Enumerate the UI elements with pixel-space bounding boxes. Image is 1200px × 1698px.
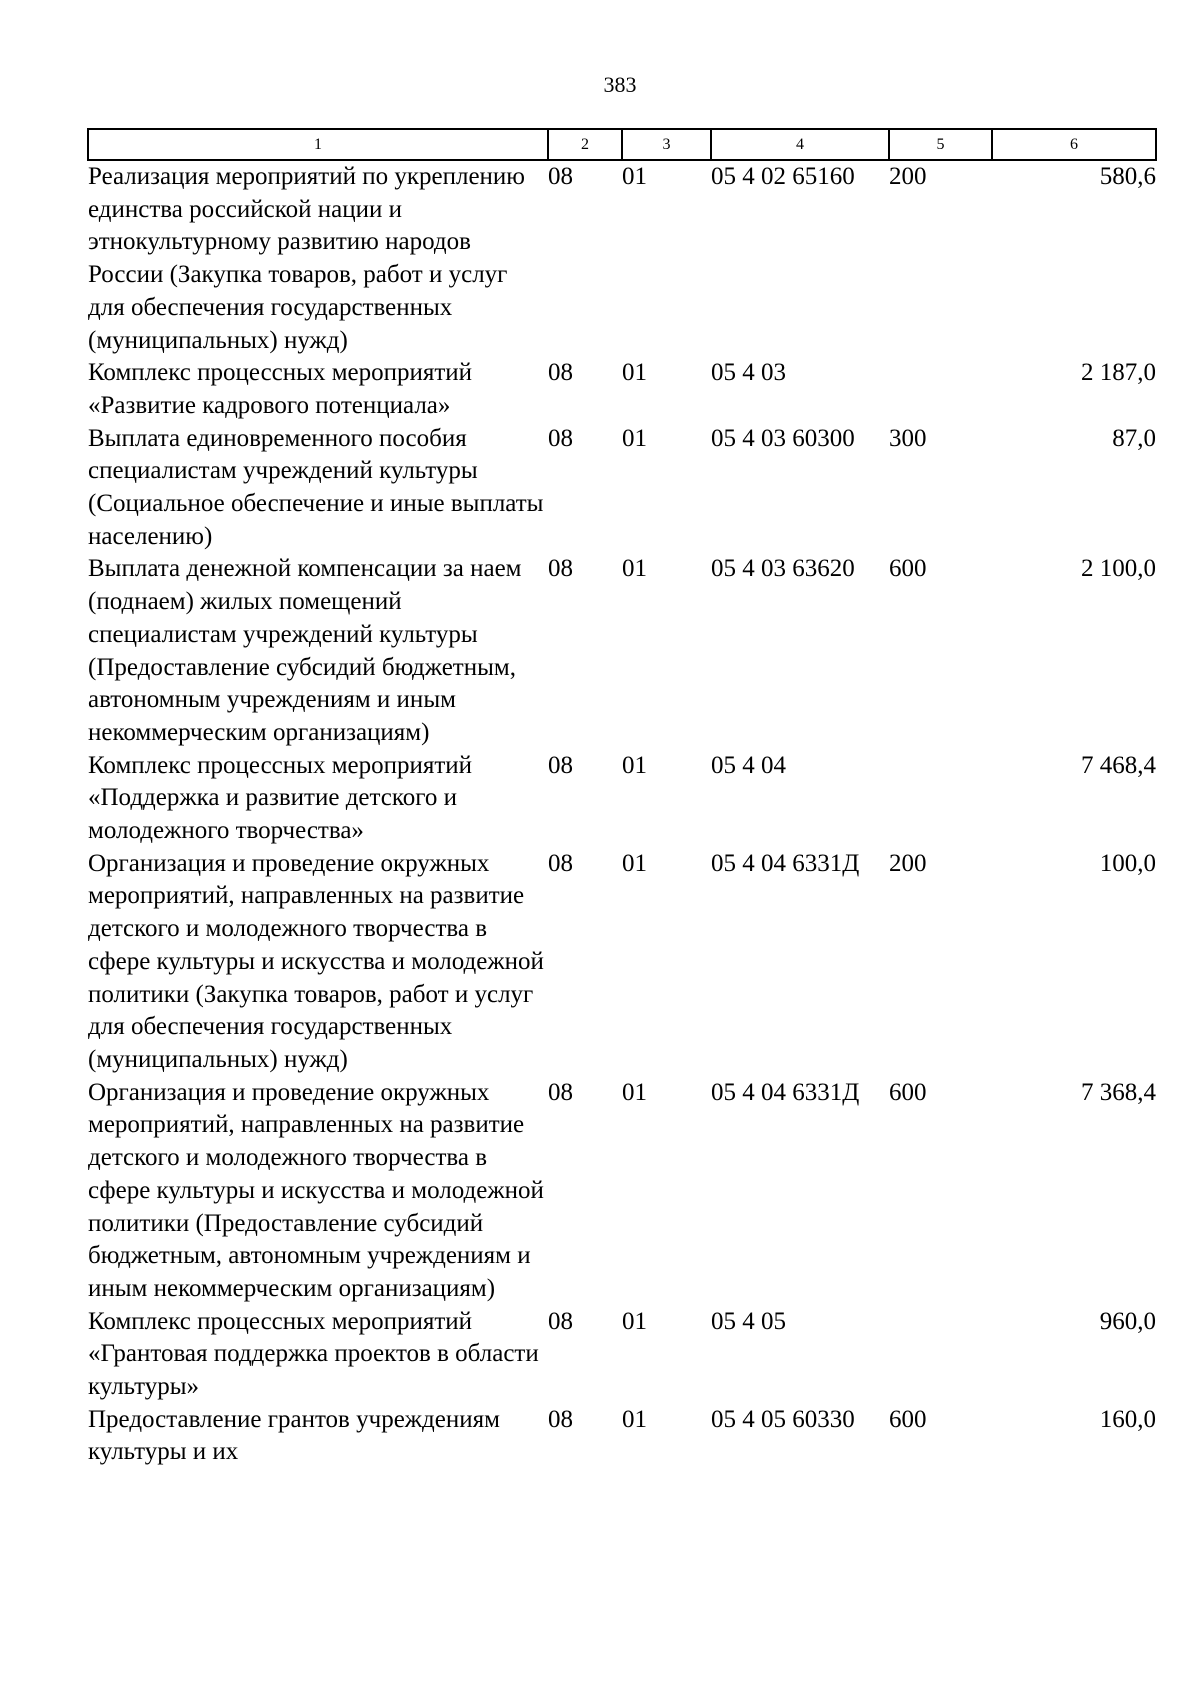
header-col-4: 4	[711, 129, 889, 160]
row-amount: 7 468,4	[1081, 751, 1156, 779]
row-target-code: 05 4 04 6331Д	[711, 1078, 860, 1106]
table-row	[88, 160, 1156, 357]
row-amount: 960,0	[1099, 1307, 1156, 1335]
row-target-code: 05 4 03	[711, 359, 786, 387]
table-row	[88, 1306, 1156, 1404]
row-section: 08	[548, 163, 573, 190]
header-col-3: 3	[622, 129, 711, 160]
row-target-code: 05 4 03 60300	[711, 424, 855, 452]
row-expense-type	[889, 1306, 992, 1404]
header-col-5: 5	[889, 129, 992, 160]
row-subsection: 01	[622, 424, 647, 452]
row-subsection: 01	[622, 359, 647, 387]
row-target-code: 05 4 03 63620	[711, 555, 855, 583]
row-expense-type: 600	[889, 1078, 927, 1106]
row-amount: 7 368,4	[1081, 1078, 1156, 1106]
row-subsection: 01	[622, 849, 647, 877]
row-expense-type: 600	[889, 1405, 927, 1433]
row-expense-type: 200	[889, 849, 927, 877]
row-name: Организация и проведение окружных мероприятий, направленных на развитие детского и молодежного творчества в сфере культуры и искусства и молодежной политики (Предоставление субсидий бюджетным, автономным учреждениям и иным некоммерческим организациям)	[88, 1078, 544, 1302]
row-section: 08	[548, 359, 573, 387]
row-amount: 2 100,0	[1081, 555, 1156, 583]
row-name: Комплекс процессных мероприятий «Поддержка и развитие детского и молодежного творчества»	[88, 751, 473, 845]
row-name: Реализация мероприятий по укреплению единства российской нации и этнокультурному развитию народов России (Закупка товаров, работ и услуг для обеспечения государственных (муниципальных) нужд)	[88, 163, 525, 354]
table-row	[88, 357, 1156, 422]
row-target-code: 05 4 04	[711, 751, 786, 779]
row-subsection: 01	[622, 1405, 647, 1433]
row-name: Комплекс процессных мероприятий «Грантовая поддержка проектов в области культуры»	[88, 1307, 539, 1401]
row-expense-type: 200	[889, 163, 927, 190]
row-expense-type: 300	[889, 424, 927, 452]
row-subsection: 01	[622, 1078, 647, 1106]
row-subsection: 01	[622, 555, 647, 583]
row-name: Выплата денежной компенсации за наем (поднаем) жилых помещений специалистам учреждений культуры (Предоставление субсидий бюджетным, автономным учреждениям и иным некоммерческим организациям)	[88, 555, 522, 746]
row-subsection: 01	[622, 163, 647, 190]
row-amount: 160,0	[1099, 1405, 1156, 1433]
row-section: 08	[548, 424, 573, 452]
page-number: 383	[603, 72, 637, 97]
table-row	[88, 423, 1156, 554]
table-row	[88, 848, 1156, 1077]
row-name: Предоставление грантов учреждениям культуры и их	[88, 1405, 500, 1466]
row-amount: 2 187,0	[1081, 359, 1156, 387]
row-amount: 580,6	[1099, 163, 1156, 190]
row-name: Выплата единовременного пособия специалистам учреждений культуры (Социальное обеспечение и иные выплаты населению)	[88, 424, 544, 550]
row-target-code: 05 4 05	[711, 1307, 786, 1335]
row-target-code: 05 4 02 65160	[711, 163, 855, 190]
row-target-code: 05 4 04 6331Д	[711, 849, 860, 877]
table-header-row	[88, 129, 1156, 160]
row-section: 08	[548, 1307, 573, 1335]
row-section: 08	[548, 555, 573, 583]
header-col-2: 2	[548, 129, 622, 160]
row-amount: 100,0	[1099, 849, 1156, 877]
header-col-6: 6	[992, 129, 1156, 160]
row-name: Комплекс процессных мероприятий «Развитие кадрового потенциала»	[88, 359, 473, 419]
row-name: Организация и проведение окружных мероприятий, направленных на развитие детского и молодежного творчества в сфере культуры и искусства и молодежной политики (Закупка товаров, работ и услуг для обеспечения государственных (муниципальных) нужд)	[88, 849, 544, 1073]
table-row	[88, 1404, 1156, 1469]
row-section: 08	[548, 849, 573, 877]
table-row	[88, 750, 1156, 848]
row-target-code: 05 4 05 60330	[711, 1405, 855, 1433]
table-row	[88, 1077, 1156, 1306]
row-section: 08	[548, 1078, 573, 1106]
table-row	[88, 553, 1156, 749]
row-expense-type	[889, 357, 992, 422]
row-expense-type: 600	[889, 555, 927, 583]
budget-table	[87, 128, 1157, 1469]
row-subsection: 01	[622, 751, 647, 779]
row-subsection: 01	[622, 1307, 647, 1335]
header-col-1: 1	[88, 129, 548, 160]
row-section: 08	[548, 751, 573, 779]
row-section: 08	[548, 1405, 573, 1433]
row-expense-type	[889, 750, 992, 848]
row-amount: 87,0	[1112, 424, 1156, 452]
